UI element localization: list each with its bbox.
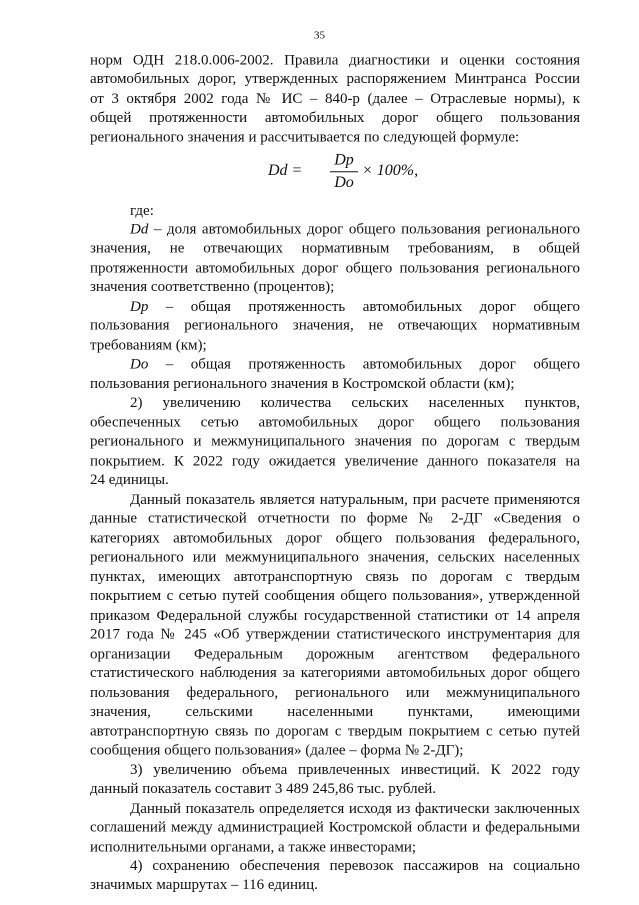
text-line: Данный показатель является натуральным, при расчете применяются <box>130 492 580 508</box>
text-line: сообщения общего пользования» (далее – форма № 2-ДГ); <box>90 742 464 759</box>
text-line: пользования регионального значения, не отвечающих нормативным <box>90 317 580 334</box>
text-line: значения, сельскими населенными пунктами, имеющими <box>90 703 580 720</box>
text-line: пунктах, имеющих автотранспортную связь по дорогам с твердым <box>90 569 580 586</box>
text-line: регионального и межмуниципального значения по дорогам с твердым <box>90 433 580 450</box>
text-line: покрытием. К 2022 году ожидается увеличение данного показателя на <box>90 453 580 470</box>
text-line: автотранспортную связь по дорогам с твердым покрытием с сетью путей <box>90 723 580 740</box>
formula <box>0 150 639 196</box>
text-line: соглашений между администрацией Костромской области и федеральными <box>90 819 580 836</box>
text-line: 4) сохранению обеспечения перевозок пассажиров на социально <box>130 858 580 875</box>
text-line: значения соответственно (процентов); <box>90 279 335 296</box>
formula-numerator: Dp <box>334 151 354 169</box>
text-line: от 3 октября 2002 года № ИС – 840-р (далее – Отраслевые нормы), к <box>90 91 580 107</box>
definition-symbol: Dp <box>130 298 149 315</box>
text-line: 24 единицы. <box>90 472 169 489</box>
text-line <box>130 221 580 240</box>
text-line: регионального значения и рассчитывается по следующей формуле: <box>90 129 520 146</box>
formula-lhs: Dd = <box>268 162 303 180</box>
text-line: данные статистической отчетности по форме № 2-ДГ «Сведения о <box>90 510 580 527</box>
text-line <box>130 355 580 374</box>
text-line: 2017 года № 245 «Об утверждении статистического инструментария для <box>90 626 580 643</box>
text-line: данный показатель составит 3 489 245,86 тыс. рублей. <box>90 781 437 797</box>
formula-tail: × 100%, <box>362 162 419 180</box>
text-line: автомобильных дорог, утвержденных распоряжением Минтранса России <box>90 71 580 88</box>
text-line: организации Федеральным дорожным агентством федерального <box>90 646 580 663</box>
text-line: протяженности автомобильных дорог общего пользования регионального <box>90 260 580 277</box>
definition-symbol: Dd <box>130 221 149 238</box>
text-line: 3) увеличению объема привлеченных инвестиций. К 2022 году <box>130 762 580 779</box>
text-line: категориях автомобильных дорог общего пользования федерального, <box>90 530 580 547</box>
text-line: значения, не отвечающих нормативным требованиям, в общей <box>90 240 580 257</box>
text-line: 2) увеличению количества сельских населенных пунктов, <box>130 395 580 411</box>
text-line: Данный показатель определяется исходя из фактически заключенных <box>130 800 580 817</box>
fraction-bar <box>330 171 358 172</box>
text-line: общей протяженности автомобильных дорог общего пользования <box>90 109 580 126</box>
text-line: исполнительными органами, а также инвесторами; <box>90 839 417 856</box>
text-line: норм ОДН 218.0.006-2002. Правила диагностики и оценки состояния <box>90 52 580 69</box>
text-line: обеспеченных сетью автомобильных дорог общего пользования <box>90 414 580 431</box>
text-line: статистического наблюдения за категориями автомобильных дорог общего <box>90 665 580 682</box>
where-label: где: <box>130 202 154 219</box>
definition-text: – общая протяженность автомобильных дорог общего <box>165 298 580 315</box>
definition-text: – общая протяженность автомобильных дорог общего <box>165 356 580 373</box>
formula-denominator: Do <box>334 174 354 192</box>
formula-fraction <box>330 150 358 193</box>
definition-symbol: Do <box>130 356 149 373</box>
text-line <box>130 298 580 317</box>
text-line: приказом Федеральной службы государственной статистики от 14 апреля <box>90 607 580 624</box>
page-number: 35 <box>314 29 325 42</box>
text-line: регионального или межмуниципального значения, сельских населенных <box>90 549 580 566</box>
text-line: пользования регионального значения в Костромской области (км); <box>90 376 515 393</box>
text-line: значимых маршрутах – 116 единиц. <box>90 877 318 894</box>
definition-text: – доля автомобильных дорог общего пользования регионального <box>153 221 580 238</box>
text-line: требованиям (км); <box>90 337 207 354</box>
text-line: покрытием с сетью путей сообщения общего пользования», утвержденной <box>90 588 580 604</box>
text-line: пользования федерального, регионального или межмуниципального <box>90 685 580 701</box>
